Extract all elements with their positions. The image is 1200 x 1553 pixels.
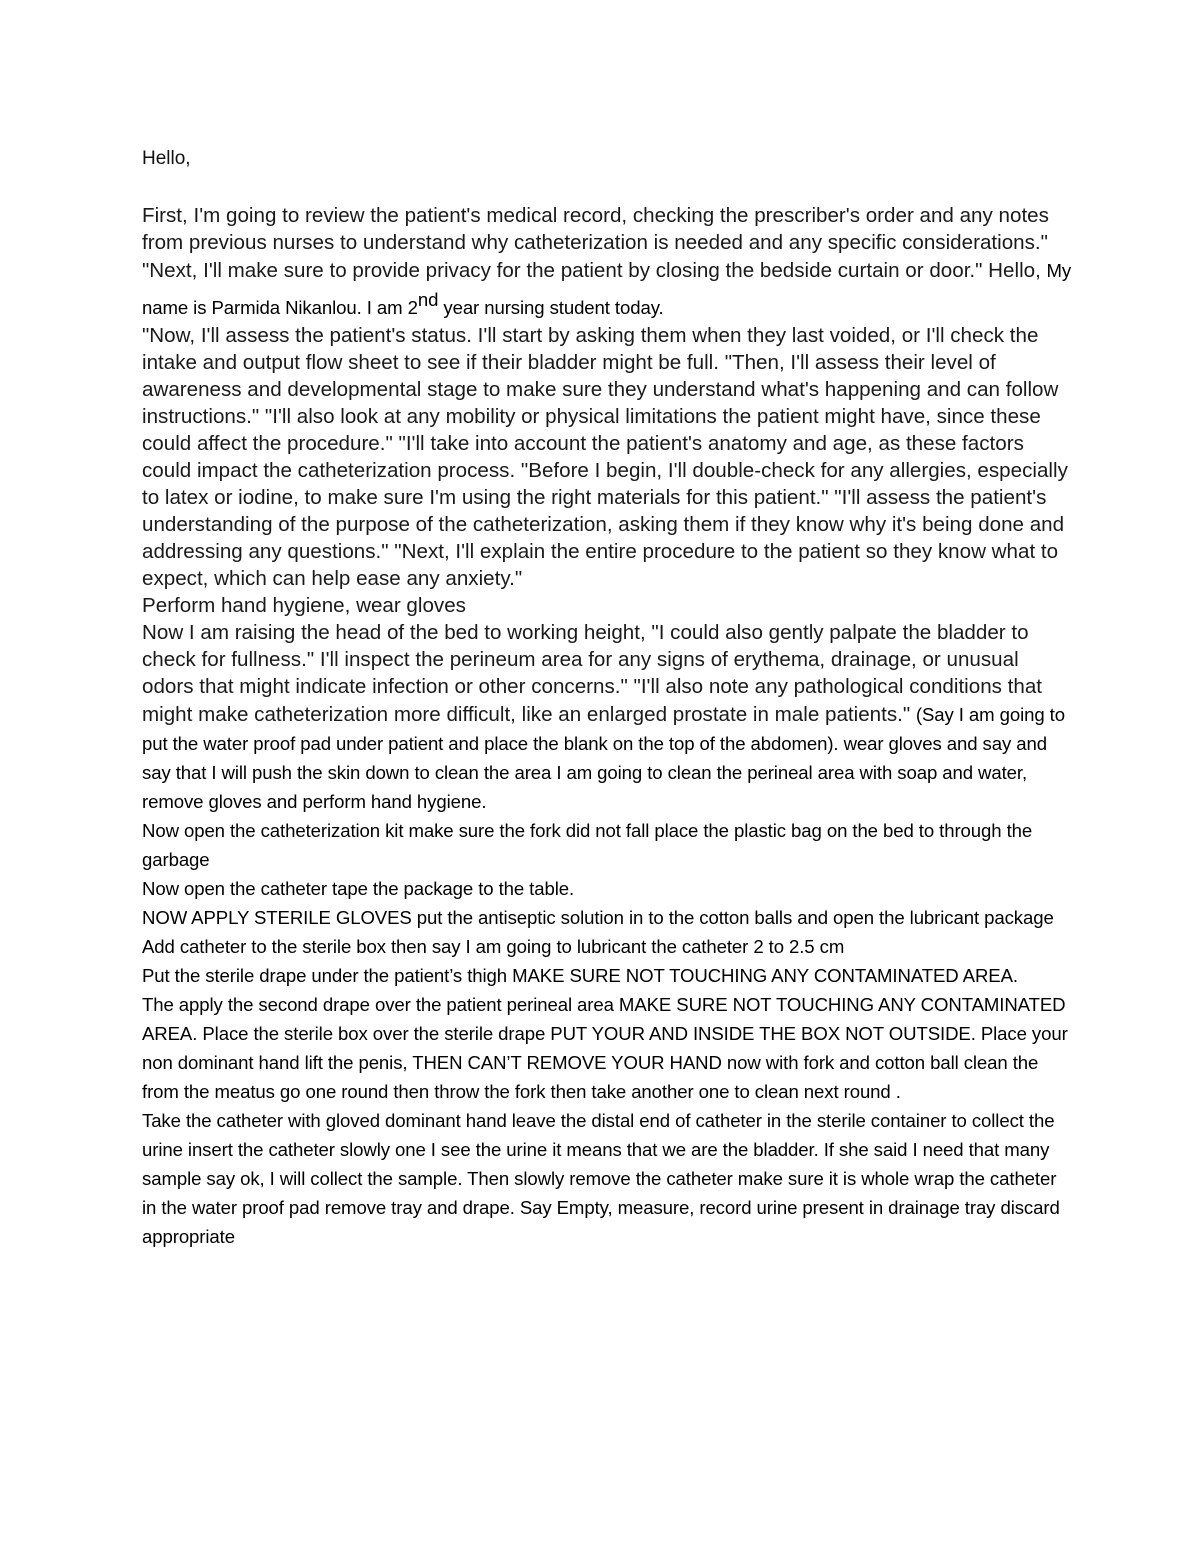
document-page [142,145,1072,1251]
paragraph-sterile-gloves: NOW APPLY STERILE GLOVES put the antiseptic solution in to the cotton balls and open the lubricant package [142,906,1054,928]
ordinal-superscript: nd [417,289,439,310]
paragraph-positioning [142,619,1072,816]
paragraph-open-catheter: Now open the catheter tape the package to the table. [142,877,575,899]
paragraph-open-kit: Now open the catheterization kit make sure the fork did not fall place the plastic bag on the bed to through the garbage [142,819,1033,870]
record-review-text: First, I'm going to review the patient's medical record, checking the prescriber's order and any notes from previous nurses to understand why catheterization is needed and any specific considerations." "Next, I'll make sure to provide privacy for the patient by closing the bedside curtain or door." Hello, [142,204,1049,282]
paragraph-insert-catheter: Take the catheter with gloved dominant hand leave the distal end of catheter in the sterile container to collect the urine insert the catheter slowly one I see the urine it means that we are the bladder. If she said I need that many sample say ok, I will collect the sample. Then slowly remove the catheter make sure it is whole wrap the catheter in the water proof pad remove tray and drape. Say Empty, measure, record urine present in drainage tray discard appropriate [142,1109,1060,1247]
positioning-tail: (Say I am going to put the water proof pad under patient and place the blank on the top of the abdomen). wear gloves and say and say that I will push the skin down to clean the area I am going to clean the perineal area with soap and water, remove gloves and perform hand hygiene. [142,703,1065,812]
paragraph-lubricate: Add catheter to the sterile box then say I am going to lubricant the catheter 2 to 2.5 cm [142,935,845,957]
name-intro-tail: year nursing student today. [438,296,664,318]
greeting: Hello, [142,148,191,169]
paragraph-hand-hygiene: Perform hand hygiene, wear gloves [142,593,466,617]
paragraph-record-review [142,202,1072,322]
positioning-text: Now I am raising the head of the bed to working height, "I could also gently palpate the bladder to check for fullness." I'll inspect the perineum area for any signs of erythema, drainage, or unusual odors that might indicate infection or other concerns." "I'll also note any pathological conditions that might make catheterization more difficult, like an enlarged prostate in male patients." [142,620,1043,726]
paragraph-second-drape: The apply the second drape over the patient perineal area MAKE SURE NOT TOUCHING ANY CONTAMINATED AREA. Place the sterile box over the sterile drape PUT YOUR AND INSIDE THE BOX NOT OUTSIDE. Place your non dominant hand lift the penis, THEN CAN’T REMOVE YOUR HAND now with fork and cotton ball clean the from the meatus go one round then throw the fork then take another one to clean next round . [142,993,1068,1102]
paragraph-first-drape: Put the sterile drape under the patient’s thigh MAKE SURE NOT TOUCHING ANY CONTAMINATED AREA. [142,964,1018,986]
name-intro: My name is Parmida Nikanlou. I am 2 [142,260,1072,318]
paragraph-assessment: "Now, I'll assess the patient's status. I'll start by asking them when they last voided, or I'll check the intake and output flow sheet to see if their bladder might be full. "Then, I'll assess their level of awareness and developmental stage to make sure they understand what's happening and can follow instructions." "I'll also look at any mobility or physical limitations the patient might have, since these could affect the procedure." "I'll take into account the patient's anatomy and age, as these factors could impact the catheterization process. "Before I begin, I'll double-check for any allergies, especially to latex or iodine, to make sure I'm using the right materials for this patient." "I'll assess the patient's understanding of the purpose of the catheterization, asking them if they know why it's being done and addressing any questions." "Next, I'll explain the entire procedure to the patient so they know what to expect, which can help ease any anxiety." [142,323,1068,590]
